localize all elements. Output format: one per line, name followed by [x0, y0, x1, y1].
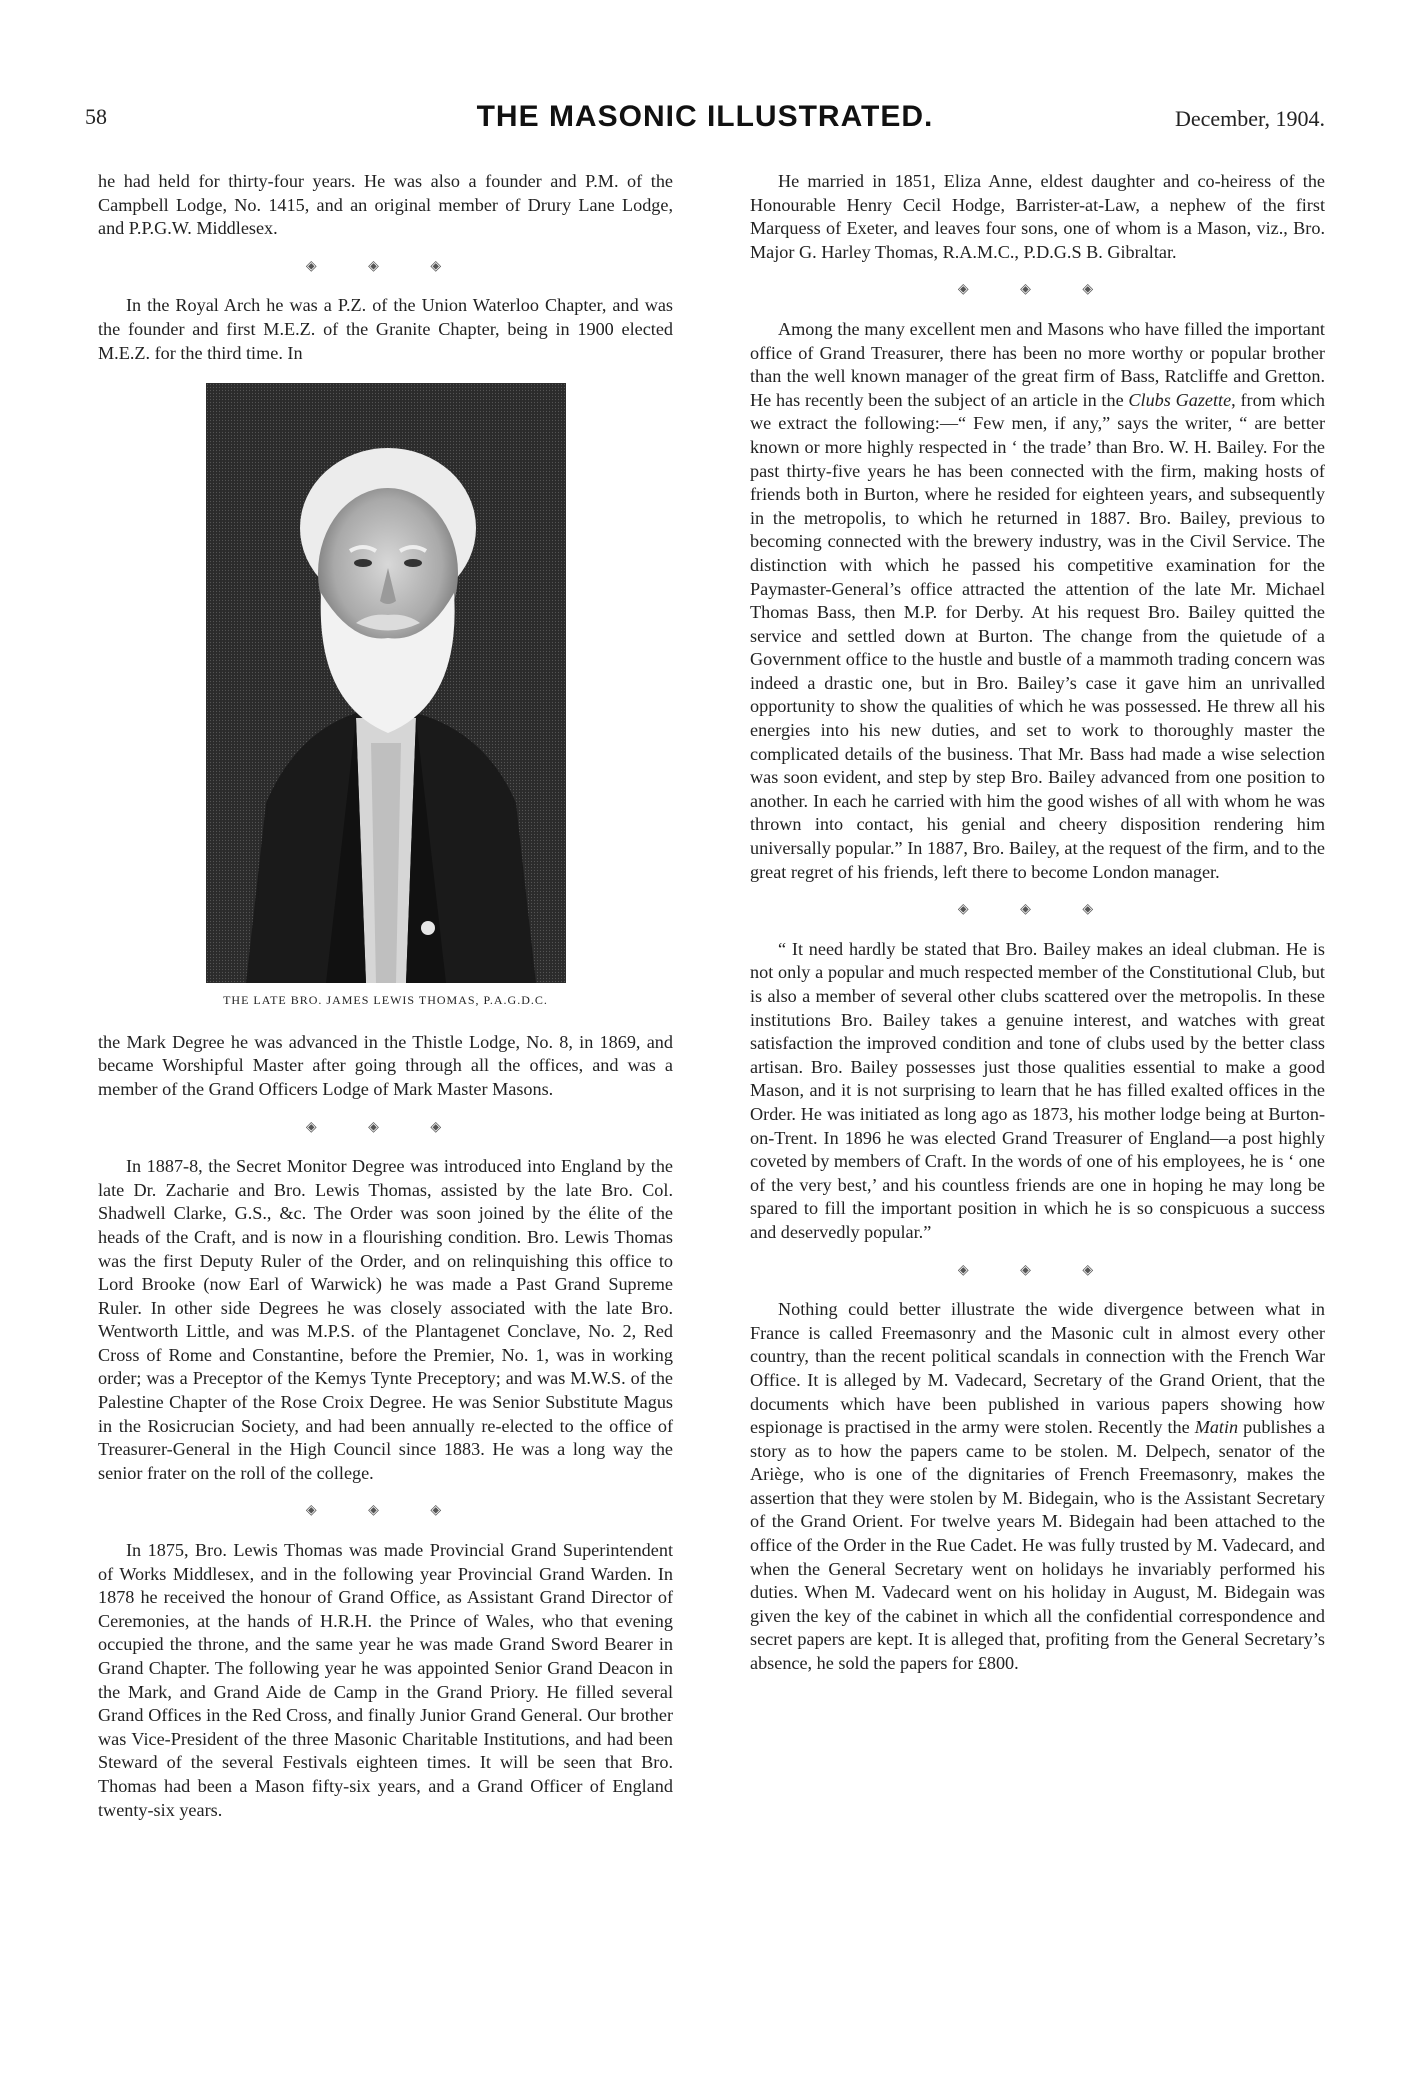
text-run: Among the many excellent men and Masons who have filled the important office of Grand Treasurer, there has been no more worthy or popular brother than the well known manager of the great firm of Bass, Ratcliffe and Gretton. He has recently been the subject of an article in the	[750, 318, 1325, 410]
section-ornament: ◈ ◈ ◈	[957, 1262, 1118, 1278]
left-column	[98, 170, 673, 1828]
text-run: publishes a story as to how the papers came to be stolen. M. Delpech, senator of the Ariège, who is one of the dignitaries of French Freemasonry, makes the assertion that they were stolen by M. Bidegain, who is the Assistant Secretary of the Grand Orient. For twelve years M. Bidegain had been attached to the office of the Order in the Rue Cadet. He was fully trusted by M. Vadecard, and when the General Secretary went on holidays he invariably performed his duties. When M. Vadecard went on his holiday in August, M. Bidegain was given the key of the cabinet in which all the confidential correspondence and secret papers are kept. It is alleged that, profiting from the General Secretary’s absence, he sold the papers for £800.	[750, 1417, 1325, 1674]
paragraph: In 1875, Bro. Lewis Thomas was made Provincial Grand Superintendent of Works Middlesex, and in the following year Provincial Grand Warden. In 1878 he received the honour of Grand Office, as Assistant Grand Director of Ceremonies, at the hands of H.R.H. the Prince of Wales, who that evening occupied the throne, and the same year he was made Grand Sword Bearer in Grand Chapter. The following year he was appointed Senior Grand Deacon in the Mark, and Grand Aide de Camp in the Grand Priory. He filled several Grand Offices in the Red Cross, and finally Junior Grand General. Our brother was Vice-President of the three Masonic Charitable Institutions, and had been Steward of the several Festivals eighteen times. It will be seen that Bro. Thomas had been a Mason fifty-six years, and a Grand Officer of England twenty-six years.	[98, 1540, 673, 1820]
page-header	[85, 100, 1325, 140]
section-ornament: ◈ ◈ ◈	[957, 902, 1118, 918]
paragraph: He married in 1851, Eliza Anne, eldest daughter and co-heiress of the Honourable Henry Cecil Hodge, Barrister-at-Law, a nephew of the first Marquess of Exeter, and leaves four sons, one of whom is a Mason, viz., Bro. Major G. Harley Thomas, R.A.M.C., P.D.G.S B. Gibraltar.	[750, 171, 1325, 262]
text-run: Nothing could better illustrate the wide divergence between what in France is called Freemasonry and the Masonic cult in almost every other country, than the recent political scandals in connection with the French War Office. It is alleged by M. Vadecard, Secretary of the Grand Orient, that the documents which have been published in various papers showing how espionage is practised in the army were stolen. Recently the	[750, 1299, 1325, 1438]
paragraph: In the Royal Arch he was a P.Z. of the Union Waterloo Chapter, and was the founder and first M.E.Z. of the Granite Chapter, being in 1900 elected M.E.Z. for the third time. In	[98, 295, 673, 363]
publication-title: Clubs Gazette	[1128, 389, 1232, 410]
section-ornament: ◈ ◈ ◈	[305, 1503, 466, 1519]
issue-date: December, 1904.	[1174, 106, 1325, 131]
paragraph	[750, 318, 1325, 884]
photo-caption: THE LATE BRO. JAMES LEWIS THOMAS, P.A.G.D.C.	[223, 993, 548, 1008]
section-ornament: ◈ ◈ ◈	[957, 282, 1118, 298]
portrait-photo	[206, 383, 566, 983]
paragraph: he had held for thirty-four years. He was also a founder and P.M. of the Campbell Lodge, No. 1415, and an original member of Drury Lane Lodge, and P.P.G.W. Middlesex.	[98, 171, 673, 239]
paragraph	[750, 1298, 1325, 1676]
publication-title: Matin	[1194, 1417, 1239, 1438]
portrait-image	[206, 383, 566, 983]
paragraph: the Mark Degree he was advanced in the Thistle Lodge, No. 8, in 1869, and became Worshipful Master after going through all the offices, and was a member of the Grand Officers Lodge of Mark Master Masons.	[98, 1031, 673, 1099]
section-ornament: ◈ ◈ ◈	[305, 258, 466, 274]
section-ornament: ◈ ◈ ◈	[305, 1119, 466, 1135]
paragraph: In 1887-8, the Secret Monitor Degree was introduced into England by the late Dr. Zacharie and Bro. Lewis Thomas, assisted by the late Bro. Col. Shadwell Clarke, G.S., &c. The Order was soon joined by the élite of the heads of the Craft, and is now in a flourishing condition. Bro. Lewis Thomas was the first Deputy Ruler of the Order, and on relinquishing this office to Lord Brooke (now Earl of Warwick) he was made a Past Grand Supreme Ruler. In other side Degrees he was closely associated with the late Bro. Wentworth Little, and was M.P.S. of the Plantagenet Conclave, No. 2, Red Cross of Rome and Constantine, before the Premier, No. 1, was in working order; was a Preceptor of the Kemys Tynte Preceptory; and was M.W.S. of the Palestine Chapter of the Rose Croix Degree. He was Senior Substitute Magus in the Rosicrucian Society, and had been annually re-elected to the office of Treasurer-General in the High Council since 1883. He was a long way the senior frater on the roll of the college.	[98, 1156, 673, 1483]
paragraph: “ It need hardly be stated that Bro. Bailey makes an ideal clubman. He is not only a popular and much respected member of the Constitutional Club, but is also a member of several other clubs scattered over the metropolis. In these institutions Bro. Bailey takes a genuine interest, and watches with great satisfaction the improved condition and tone of clubs used by the better class artisan. Bro. Bailey possesses just those qualities essential to make a good Mason, and it is not surprising to learn that he has filled exalted offices in the Order. He was initiated as long ago as 1873, his mother lodge being at Burton-on-Trent. In 1896 he was elected Grand Treasurer of England—a post highly coveted by members of Craft. In the words of one of his employees, he is ‘ one of the very best,’ and his countless friends are one in hoping he may long be spared to fill the important position in which he is so conspicuous a success and deservedly popular.”	[750, 938, 1325, 1242]
page-number: 58	[85, 104, 107, 129]
masthead-title: THE MASONIC ILLUSTRATED.	[476, 100, 934, 133]
text-run: , from which we extract the following:—“ Few men, if any,” says the writer, “ are better known or more highly respected in ‘ the trade’ than Bro. W. H. Bailey. For the past thirty-five years he has been connected with the firm, making hosts of friends both in Burton, where he resided for eighteen years, and subsequently in the metropolis, to which he returned in 1887. Bro. Bailey, previous to becoming connected with the brewery industry, was in the Civil Service. The distinction with which he passed his competitive examination for the Paymaster-General’s office attracted the attention of the late Mr. Michael Thomas Bass, then M.P. for Derby. At his request Bro. Bailey quitted the service and settled down at Burton. The change from the quietude of a Government office to the hustle and bustle of a mammoth trading concern was indeed a drastic one, but in Bro. Bailey’s case it gave him an unrivalled opportunity to show the qualities of which he was possessed. He threw all his energies into his new duties, and set to work to thoroughly master the complicated details of the business. That Mr. Bass had made a wise selection was soon evident, and step by step Bro. Bailey advanced from one position to another. In each he carried with him the good wishes of all with whom he was thrown into contact, his genial and cheery disposition rendering him universally popular.” In 1887, Bro. Bailey, at the request of the firm, and to the great regret of his friends, left there to become London manager.	[750, 389, 1326, 882]
right-column	[750, 170, 1325, 1682]
